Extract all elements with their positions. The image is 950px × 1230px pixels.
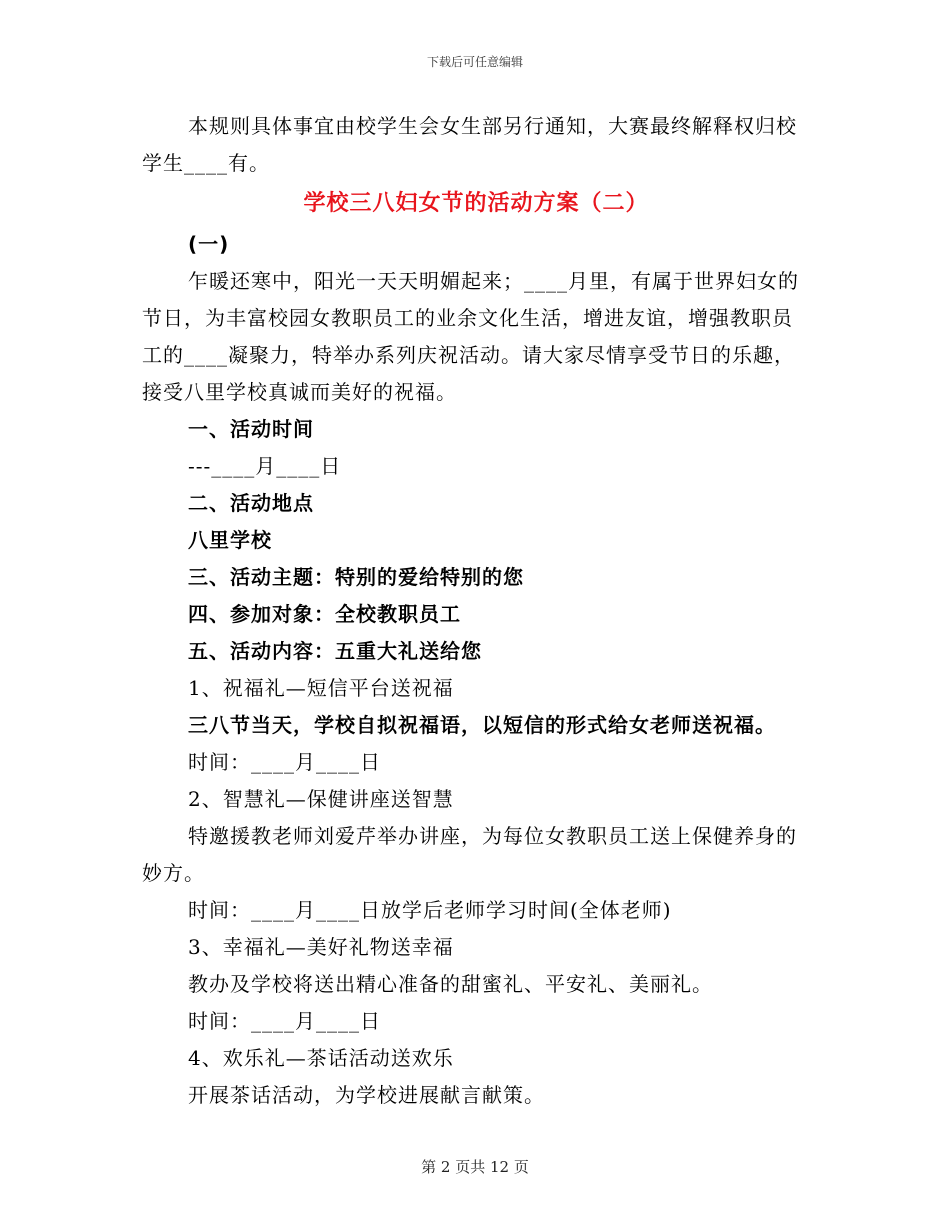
place-heading: 二、活动地点 xyxy=(188,491,314,515)
theme-heading: 三、活动主题：特别的爱给特别的您 xyxy=(188,565,524,589)
gift-three-time: 时间：____月____日 xyxy=(188,1009,381,1033)
opening-paragraph: 乍暖还寒中，阳光一天天明媚起来；____月里，有属于世界妇女的节日，为丰富校园女教职员工的业余文化生活，增进友谊，增强教职员工的____凝聚力，特举办系列庆祝活动。请大家尽情享受节日的乐趣，接受八里学校真诚而美好的祝福。 xyxy=(142,269,799,404)
header-note: 下载后可任意编辑 xyxy=(426,55,523,69)
gift-one-title: 1、祝福礼—短信平台送祝福 xyxy=(188,676,454,700)
gift-two-time: 时间：____月____日放学后老师学习时间(全体老师) xyxy=(188,898,672,922)
gift-one-time: 时间：____月____日 xyxy=(188,750,381,774)
gift-three-title: 3、幸福礼—美好礼物送幸福 xyxy=(188,935,454,959)
gift-three-description: 教办及学校将送出精心准备的甜蜜礼、平安礼、美丽礼。 xyxy=(188,972,713,996)
time-value: ---____月____日 xyxy=(188,454,342,478)
content-heading: 五、活动内容：五重大礼送给您 xyxy=(188,639,482,663)
gift-four-description: 开展茶话活动，为学校进展献言献策。 xyxy=(188,1083,545,1107)
page-footer: 第 2 页共 12 页 xyxy=(421,1158,529,1176)
page-title: 学校三八妇女节的活动方案（二） xyxy=(303,191,649,216)
section-number: (一) xyxy=(188,232,230,256)
gift-two-description: 特邀援教老师刘爱芹举办讲座，为每位女教职员工送上保健养身的妙方。 xyxy=(142,824,797,885)
document-body xyxy=(142,108,810,1114)
gift-two-title: 2、智慧礼—保健讲座送智慧 xyxy=(188,787,454,811)
time-heading: 一、活动时间 xyxy=(188,417,314,441)
gift-one-description: 三八节当天，学校自拟祝福语，以短信的形式给女老师送祝福。 xyxy=(188,713,776,737)
target-heading: 四、参加对象：全校教职员工 xyxy=(188,602,461,626)
place-value: 八里学校 xyxy=(188,528,272,552)
intro-paragraph: 本规则具体事宜由校学生会女生部另行通知，大赛最终解释权归校学生____有。 xyxy=(142,114,797,175)
gift-four-title: 4、欢乐礼—茶话活动送欢乐 xyxy=(188,1046,454,1070)
